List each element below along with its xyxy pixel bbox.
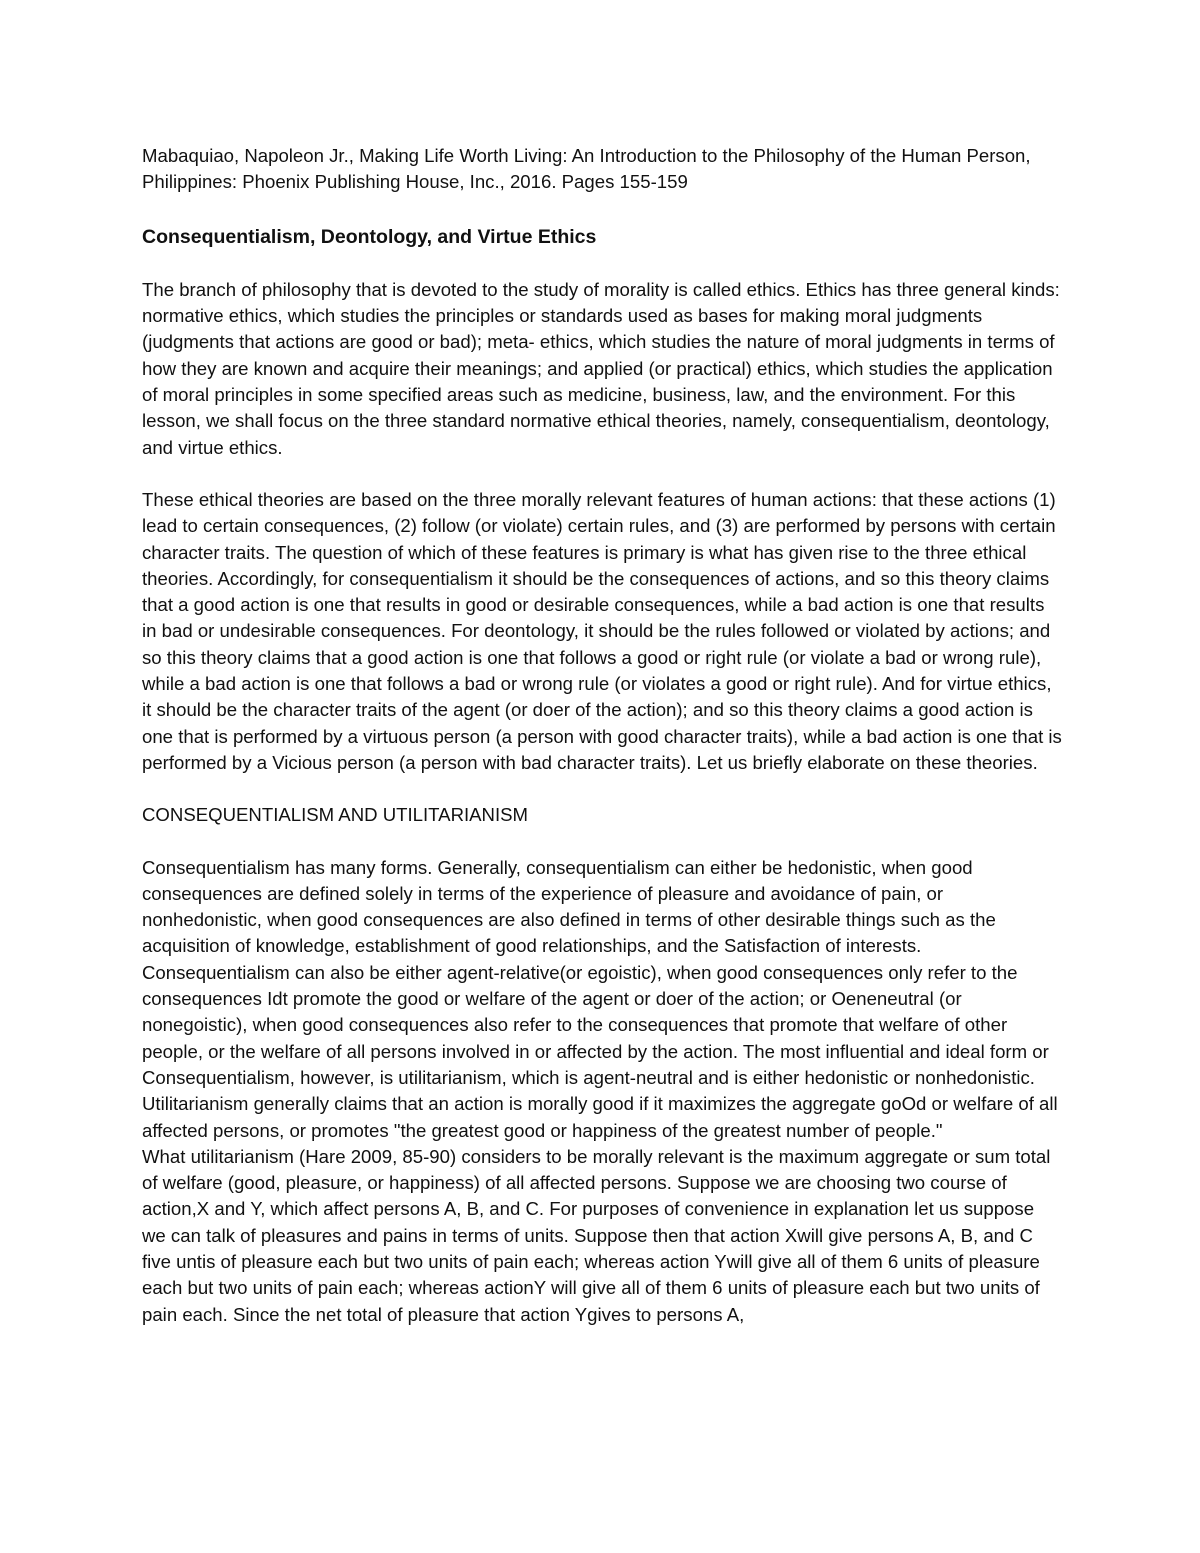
paragraph-consequentialism-forms: Consequentialism has many forms. Generally, consequentialism can either be hedonistic, when good consequences are defined solely in terms of the experience of pleasure and avoidance of pain, or nonhedonistic, when good consequences are also defined in terms of other desirable things such as the acquisition of knowledge, establishment of good relationships, and the Satisfaction of interests. Consequentialism can also be either agent-relative(or egoistic), when good consequences only refer to the consequences Idt promote the good or welfare of the agent or doer of the action; or Oeneneutral (or nonegoistic), when good consequences also refer to the consequences that promote that welfare of other people, or the welfare of all persons involved in or affected by the action. The most influential and ideal form or Consequentialism, however, is utilitarianism, which is agent-neutral and is either hedonistic or nonhedonistic. Utilitarianism generally claims that an action is morally good if it maximizes the aggregate goOd or welfare of all affected persons, or promotes "the greatest good or happiness of the greatest number of people."	[142, 856, 1058, 1141]
paragraph-ethical-theories: These ethical theories are based on the three morally relevant features of human actions: that these actions (1) lead to certain consequences, (2) follow (or violate) certain rules, and (3) are performed by persons with certain character traits. The question of which of these features is primary is what has given rise to the three ethical theories. Accordingly, for consequentialism it should be the consequences of actions, and so this theory claims that a good action is one that results in good or desirable consequences, while a bad action is one that results in bad or undesirable consequences. For deontology, it should be the rules followed or violated by actions; and so this theory claims that a good action is one that follows a good or right rule (or violate a bad or wrong rule), while a bad action is one that follows a bad or wrong rule (or violates a good or right rule). And for virtue ethics, it should be the character traits of the agent (or doer of the action); and so this theory claims a good action is one that is performed by a virtuous person (a person with good character traits), while a bad action is one that is performed by a Vicious person (a person with bad character traits). Let us briefly elaborate on these theories.	[142, 488, 1062, 773]
paragraph-ethics-branches: The branch of philosophy that is devoted to the study of morality is called ethics. Ethics has three general kinds: normative ethics, which studies the principles or standards used as bases for making moral judgments (judgments that actions are good or bad); meta- ethics, which studies the nature of moral judgments in terms of how they are known and acquire their meanings; and applied (or practical) ethics, which studies the application of moral principles in some specified areas such as medicine, business, law, and the environment. For this lesson, we shall focus on the three standard normative ethical theories, namely, consequentialism, deontology, and virtue ethics.	[142, 278, 1060, 458]
subsection-title: CONSEQUENTIALISM AND UTILITARIANISM	[142, 804, 529, 826]
section-heading: Consequentialism, Deontology, and Virtue Ethics	[142, 225, 597, 248]
citation: Mabaquiao, Napoleon Jr., Making Life Worth Living: An Introduction to the Philosophy of the Human Person, Philippines: Phoenix Publishing House, Inc., 2016. Pages 155-159	[142, 145, 1031, 193]
paragraph-utilitarianism-example: What utilitarianism (Hare 2009, 85-90) considers to be morally relevant is the maximum aggregate or sum total of welfare (good, pleasure, or happiness) of all affected persons. Suppose we are choosing two course of action,X and Y, which affect persons A, B, and C. For purposes of convenience in explanation let us suppose we can talk of pleasures and pains in terms of units. Suppose then that action Xwill give persons A, B, and C five untis of pleasure each but two units of pain each; whereas action Ywill give all of them 6 units of pleasure each but two units of pain each; whereas actionY will give all of them 6 units of pleasure each but two units of pain each. Since the net total of pleasure that action Ygives to persons A,	[142, 1145, 1051, 1325]
document-page	[142, 143, 1062, 1328]
